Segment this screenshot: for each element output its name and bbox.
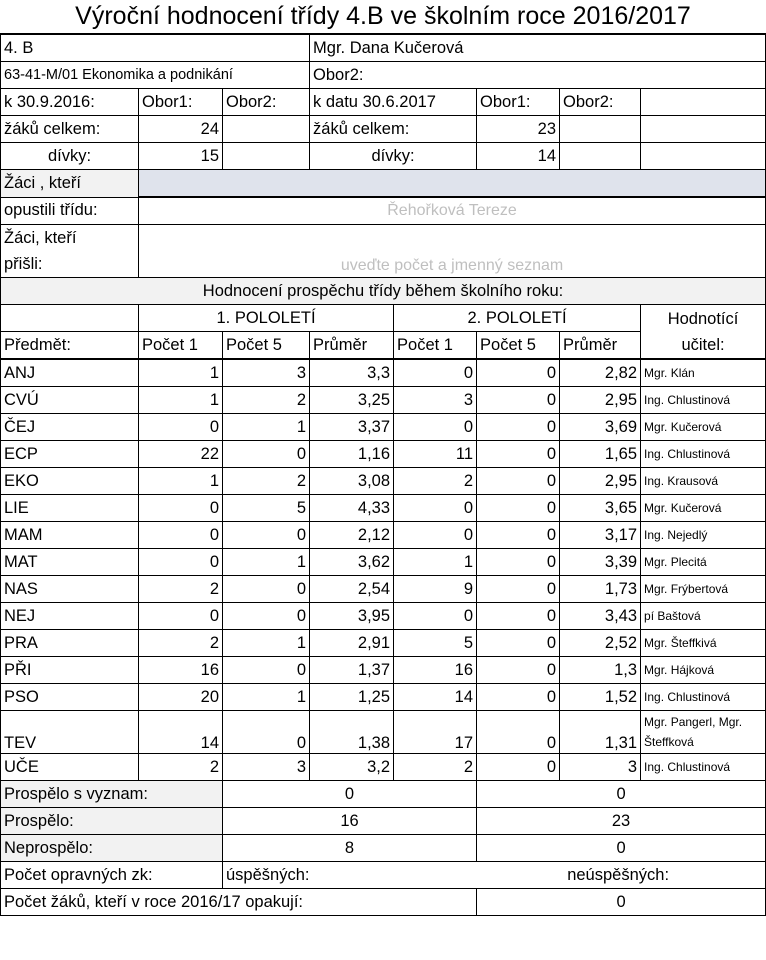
h2-count5: 0 — [477, 711, 560, 754]
subject-header: Předmět: — [1, 332, 139, 360]
h1-count5: 2 — [223, 468, 310, 495]
subject-row — [1, 522, 766, 549]
eval-header-row — [1, 278, 766, 305]
h2-count1: 0 — [394, 522, 477, 549]
h1-count1: 1 — [139, 468, 223, 495]
left-label-1: Žáci , kteří — [1, 170, 139, 198]
h1-average: 3,2 — [310, 754, 394, 781]
subject-name: UČE — [1, 754, 139, 781]
h2-count5: 0 — [477, 684, 560, 711]
subject-name: ANJ — [1, 359, 139, 387]
subject-teacher: pí Baštová — [641, 603, 766, 630]
h1-count1: 0 — [139, 603, 223, 630]
subject-teacher: Ing. Chlustinová — [641, 441, 766, 468]
h1-average: 2,12 — [310, 522, 394, 549]
h2-count1: 0 — [394, 414, 477, 441]
h2-average: 3,17 — [560, 522, 641, 549]
h2-count5-header: Počet 5 — [477, 332, 560, 360]
summary-honors-row — [1, 781, 766, 808]
subject-teacher: Mgr. Hájková — [641, 657, 766, 684]
teacher-header-1: Hodnotící — [667, 309, 739, 328]
page-title: Výroční hodnocení třídy 4.B ve školním roce 2016/2017 — [0, 0, 766, 34]
class-teacher: Mgr. Dana Kučerová — [310, 35, 766, 62]
subject-row — [1, 657, 766, 684]
h1-count5: 0 — [223, 657, 310, 684]
summary-failed-row — [1, 835, 766, 862]
failed-h1: 8 — [223, 835, 477, 862]
empty-cell — [641, 116, 766, 143]
h1-average: 1,37 — [310, 657, 394, 684]
h2-count5: 0 — [477, 754, 560, 781]
subject-teacher: Mgr. Pangerl, Mgr. Šteffková — [641, 711, 766, 754]
subject-name: EKO — [1, 468, 139, 495]
summary-passed-row — [1, 808, 766, 835]
h2-count5: 0 — [477, 657, 560, 684]
h2-count5: 0 — [477, 387, 560, 414]
subject-name: ČEJ — [1, 414, 139, 441]
h2-average: 1,65 — [560, 441, 641, 468]
subject-row — [1, 441, 766, 468]
h2-count1: 11 — [394, 441, 477, 468]
subject-row — [1, 576, 766, 603]
h2-average: 2,95 — [560, 387, 641, 414]
h1-average: 3,08 — [310, 468, 394, 495]
h1-count1: 1 — [139, 359, 223, 387]
teacher-header — [641, 305, 766, 360]
h1-average: 1,16 — [310, 441, 394, 468]
h1-average: 1,38 — [310, 711, 394, 754]
info-row-dates — [1, 89, 766, 116]
subject-row — [1, 754, 766, 781]
subject-name: MAT — [1, 549, 139, 576]
h2-count5: 0 — [477, 414, 560, 441]
retakes-success-label: úspěšných: — [223, 862, 477, 889]
h2-count5: 0 — [477, 522, 560, 549]
h1-count5: 1 — [223, 414, 310, 441]
subject-name: ECP — [1, 441, 139, 468]
arrived-label-2: přišli: — [4, 255, 43, 273]
passed-h1: 16 — [223, 808, 477, 835]
field1: 63-41-M/01 Ekonomika a podnikání — [1, 62, 310, 89]
subject-name: NEJ — [1, 603, 139, 630]
empty-cell — [1, 305, 139, 332]
h2-count5: 0 — [477, 441, 560, 468]
start-obor2-label: Obor2: — [223, 89, 310, 116]
subject-teacher: Ing. Chlustinová — [641, 387, 766, 414]
h1-count1: 2 — [139, 754, 223, 781]
passed-label: Prospělo: — [1, 808, 223, 835]
h2-count1: 2 — [394, 468, 477, 495]
h2-count5: 0 — [477, 630, 560, 657]
start-total-value: 24 — [139, 116, 223, 143]
subject-teacher: Mgr. Kučerová — [641, 495, 766, 522]
subjects-body — [1, 359, 766, 781]
h2-count1: 9 — [394, 576, 477, 603]
left-names: Řehořková Tereze — [139, 197, 766, 225]
h1-average: 3,25 — [310, 387, 394, 414]
subject-name: TEV — [1, 711, 139, 754]
h2-average: 3,69 — [560, 414, 641, 441]
h1-count1: 0 — [139, 414, 223, 441]
subject-row — [1, 549, 766, 576]
arrived-row — [1, 225, 766, 278]
h1-count1: 0 — [139, 495, 223, 522]
arrived-labels — [1, 225, 139, 278]
subject-name: PRA — [1, 630, 139, 657]
end-girls-label: dívky: — [310, 143, 477, 170]
subject-row — [1, 711, 766, 754]
h1-count1: 14 — [139, 711, 223, 754]
failed-label: Neprospělo: — [1, 835, 223, 862]
h1-count1: 20 — [139, 684, 223, 711]
honors-h1: 0 — [223, 781, 477, 808]
empty-cell — [641, 89, 766, 116]
subject-teacher: Ing. Nejedlý — [641, 522, 766, 549]
h2-average: 3 — [560, 754, 641, 781]
h1-count5: 5 — [223, 495, 310, 522]
h2-average: 1,73 — [560, 576, 641, 603]
report-table — [0, 34, 766, 916]
h1-count1: 1 — [139, 387, 223, 414]
summary-repeat-row — [1, 889, 766, 916]
subject-teacher: Mgr. Šteffkivá — [641, 630, 766, 657]
h2-average: 2,95 — [560, 468, 641, 495]
subject-teacher: Mgr. Klán — [641, 359, 766, 387]
half2-header: 2. POLOLETÍ — [394, 305, 641, 332]
h2-count5: 0 — [477, 576, 560, 603]
h2-average: 1,3 — [560, 657, 641, 684]
info-row-field — [1, 62, 766, 89]
h1-count5: 0 — [223, 576, 310, 603]
empty-cell — [223, 143, 310, 170]
start-date-label: k 30.9.2016: — [1, 89, 139, 116]
h1-count5: 0 — [223, 711, 310, 754]
empty-cell — [641, 143, 766, 170]
honors-label: Prospělo s vyznam: — [1, 781, 223, 808]
retakes-fail-label: neúspěšných: — [477, 862, 766, 889]
h2-count1: 3 — [394, 387, 477, 414]
half1-header: 1. POLOLETÍ — [139, 305, 394, 332]
h1-count5-header: Počet 5 — [223, 332, 310, 360]
subject-row — [1, 387, 766, 414]
subject-name: PSO — [1, 684, 139, 711]
left-row-2 — [1, 197, 766, 225]
repeat-label: Počet žáků, kteří v roce 2016/17 opakují: — [1, 889, 477, 916]
h1-average: 3,95 — [310, 603, 394, 630]
end-total-label: žáků celkem: — [310, 116, 477, 143]
h1-average: 4,33 — [310, 495, 394, 522]
h1-count5: 0 — [223, 522, 310, 549]
subject-row — [1, 684, 766, 711]
summary-retakes-row — [1, 862, 766, 889]
h1-count5: 1 — [223, 549, 310, 576]
start-total-label: žáků celkem: — [1, 116, 139, 143]
h2-average: 3,39 — [560, 549, 641, 576]
h2-count1-header: Počet 1 — [394, 332, 477, 360]
subject-teacher: Mgr. Plecitá — [641, 549, 766, 576]
subject-name: LIE — [1, 495, 139, 522]
h2-average: 2,82 — [560, 359, 641, 387]
honors-h2: 0 — [477, 781, 766, 808]
h1-count5: 0 — [223, 441, 310, 468]
info-row-girls — [1, 143, 766, 170]
retakes-label: Počet opravných zk: — [1, 862, 223, 889]
h1-count1: 16 — [139, 657, 223, 684]
h2-average: 3,65 — [560, 495, 641, 522]
failed-h2: 0 — [477, 835, 766, 862]
h1-count5: 3 — [223, 359, 310, 387]
h1-count5: 1 — [223, 630, 310, 657]
h1-average: 3,3 — [310, 359, 394, 387]
field2-label: Obor2: — [310, 62, 766, 89]
passed-h2: 23 — [477, 808, 766, 835]
subject-teacher: Ing. Chlustinová — [641, 684, 766, 711]
subject-name: PŘI — [1, 657, 139, 684]
left-label-2: opustili třídu: — [1, 197, 139, 225]
h1-count1: 2 — [139, 576, 223, 603]
h2-avg-header: Průměr — [560, 332, 641, 360]
h2-count5: 0 — [477, 603, 560, 630]
h1-count5: 3 — [223, 754, 310, 781]
left-header-band — [139, 170, 766, 198]
h1-avg-header: Průměr — [310, 332, 394, 360]
h2-count5: 0 — [477, 468, 560, 495]
subject-row — [1, 630, 766, 657]
empty-cell — [560, 143, 641, 170]
subject-row — [1, 495, 766, 522]
left-row-1 — [1, 170, 766, 198]
h2-count1: 2 — [394, 754, 477, 781]
subject-row — [1, 468, 766, 495]
subject-teacher: Ing. Krausová — [641, 468, 766, 495]
h1-count5: 1 — [223, 684, 310, 711]
h1-count1: 2 — [139, 630, 223, 657]
half-header-row — [1, 305, 766, 332]
h2-count1: 17 — [394, 711, 477, 754]
h2-count1: 16 — [394, 657, 477, 684]
subject-name: MAM — [1, 522, 139, 549]
subject-name: NAS — [1, 576, 139, 603]
h2-average: 1,52 — [560, 684, 641, 711]
start-girls-label: dívky: — [1, 143, 139, 170]
subject-row — [1, 359, 766, 387]
empty-cell — [223, 116, 310, 143]
h2-count1: 1 — [394, 549, 477, 576]
h2-count5: 0 — [477, 359, 560, 387]
class-name: 4. B — [1, 35, 310, 62]
h2-count1: 0 — [394, 495, 477, 522]
repeat-value: 0 — [477, 889, 766, 916]
h2-average: 2,52 — [560, 630, 641, 657]
eval-header: Hodnocení prospěchu třídy během školního roku: — [1, 278, 766, 305]
end-obor1-label: Obor1: — [477, 89, 560, 116]
h2-count1: 5 — [394, 630, 477, 657]
h1-average: 3,37 — [310, 414, 394, 441]
subject-teacher: Mgr. Kučerová — [641, 414, 766, 441]
subject-teacher: Ing. Chlustinová — [641, 754, 766, 781]
subject-row — [1, 603, 766, 630]
start-girls-value: 15 — [139, 143, 223, 170]
subject-teacher: Mgr. Frýbertová — [641, 576, 766, 603]
empty-cell — [560, 116, 641, 143]
h1-count1: 22 — [139, 441, 223, 468]
h2-count5: 0 — [477, 495, 560, 522]
arrived-label-1: Žáci, kteří — [4, 229, 77, 247]
h2-average: 1,31 — [560, 711, 641, 754]
end-obor2-label: Obor2: — [560, 89, 641, 116]
h2-count1: 0 — [394, 603, 477, 630]
info-row-class — [1, 35, 766, 62]
h2-average: 3,43 — [560, 603, 641, 630]
end-girls-value: 14 — [477, 143, 560, 170]
start-obor1-label: Obor1: — [139, 89, 223, 116]
arrived-hint: uveďte počet a jmenný seznam — [139, 225, 766, 278]
h1-count1: 0 — [139, 549, 223, 576]
h1-average: 1,25 — [310, 684, 394, 711]
end-date-label: k datu 30.6.2017 — [310, 89, 477, 116]
h1-average: 3,62 — [310, 549, 394, 576]
h1-count1: 0 — [139, 522, 223, 549]
end-total-value: 23 — [477, 116, 560, 143]
subject-name: CVÚ — [1, 387, 139, 414]
h1-count5: 0 — [223, 603, 310, 630]
info-row-totals — [1, 116, 766, 143]
h2-count1: 0 — [394, 359, 477, 387]
h1-average: 2,54 — [310, 576, 394, 603]
h2-count1: 14 — [394, 684, 477, 711]
subject-row — [1, 414, 766, 441]
h1-count5: 2 — [223, 387, 310, 414]
summary-body — [1, 781, 766, 916]
h1-average: 2,91 — [310, 630, 394, 657]
teacher-header-2: učitel: — [681, 335, 725, 354]
h1-count1-header: Počet 1 — [139, 332, 223, 360]
h2-count5: 0 — [477, 549, 560, 576]
